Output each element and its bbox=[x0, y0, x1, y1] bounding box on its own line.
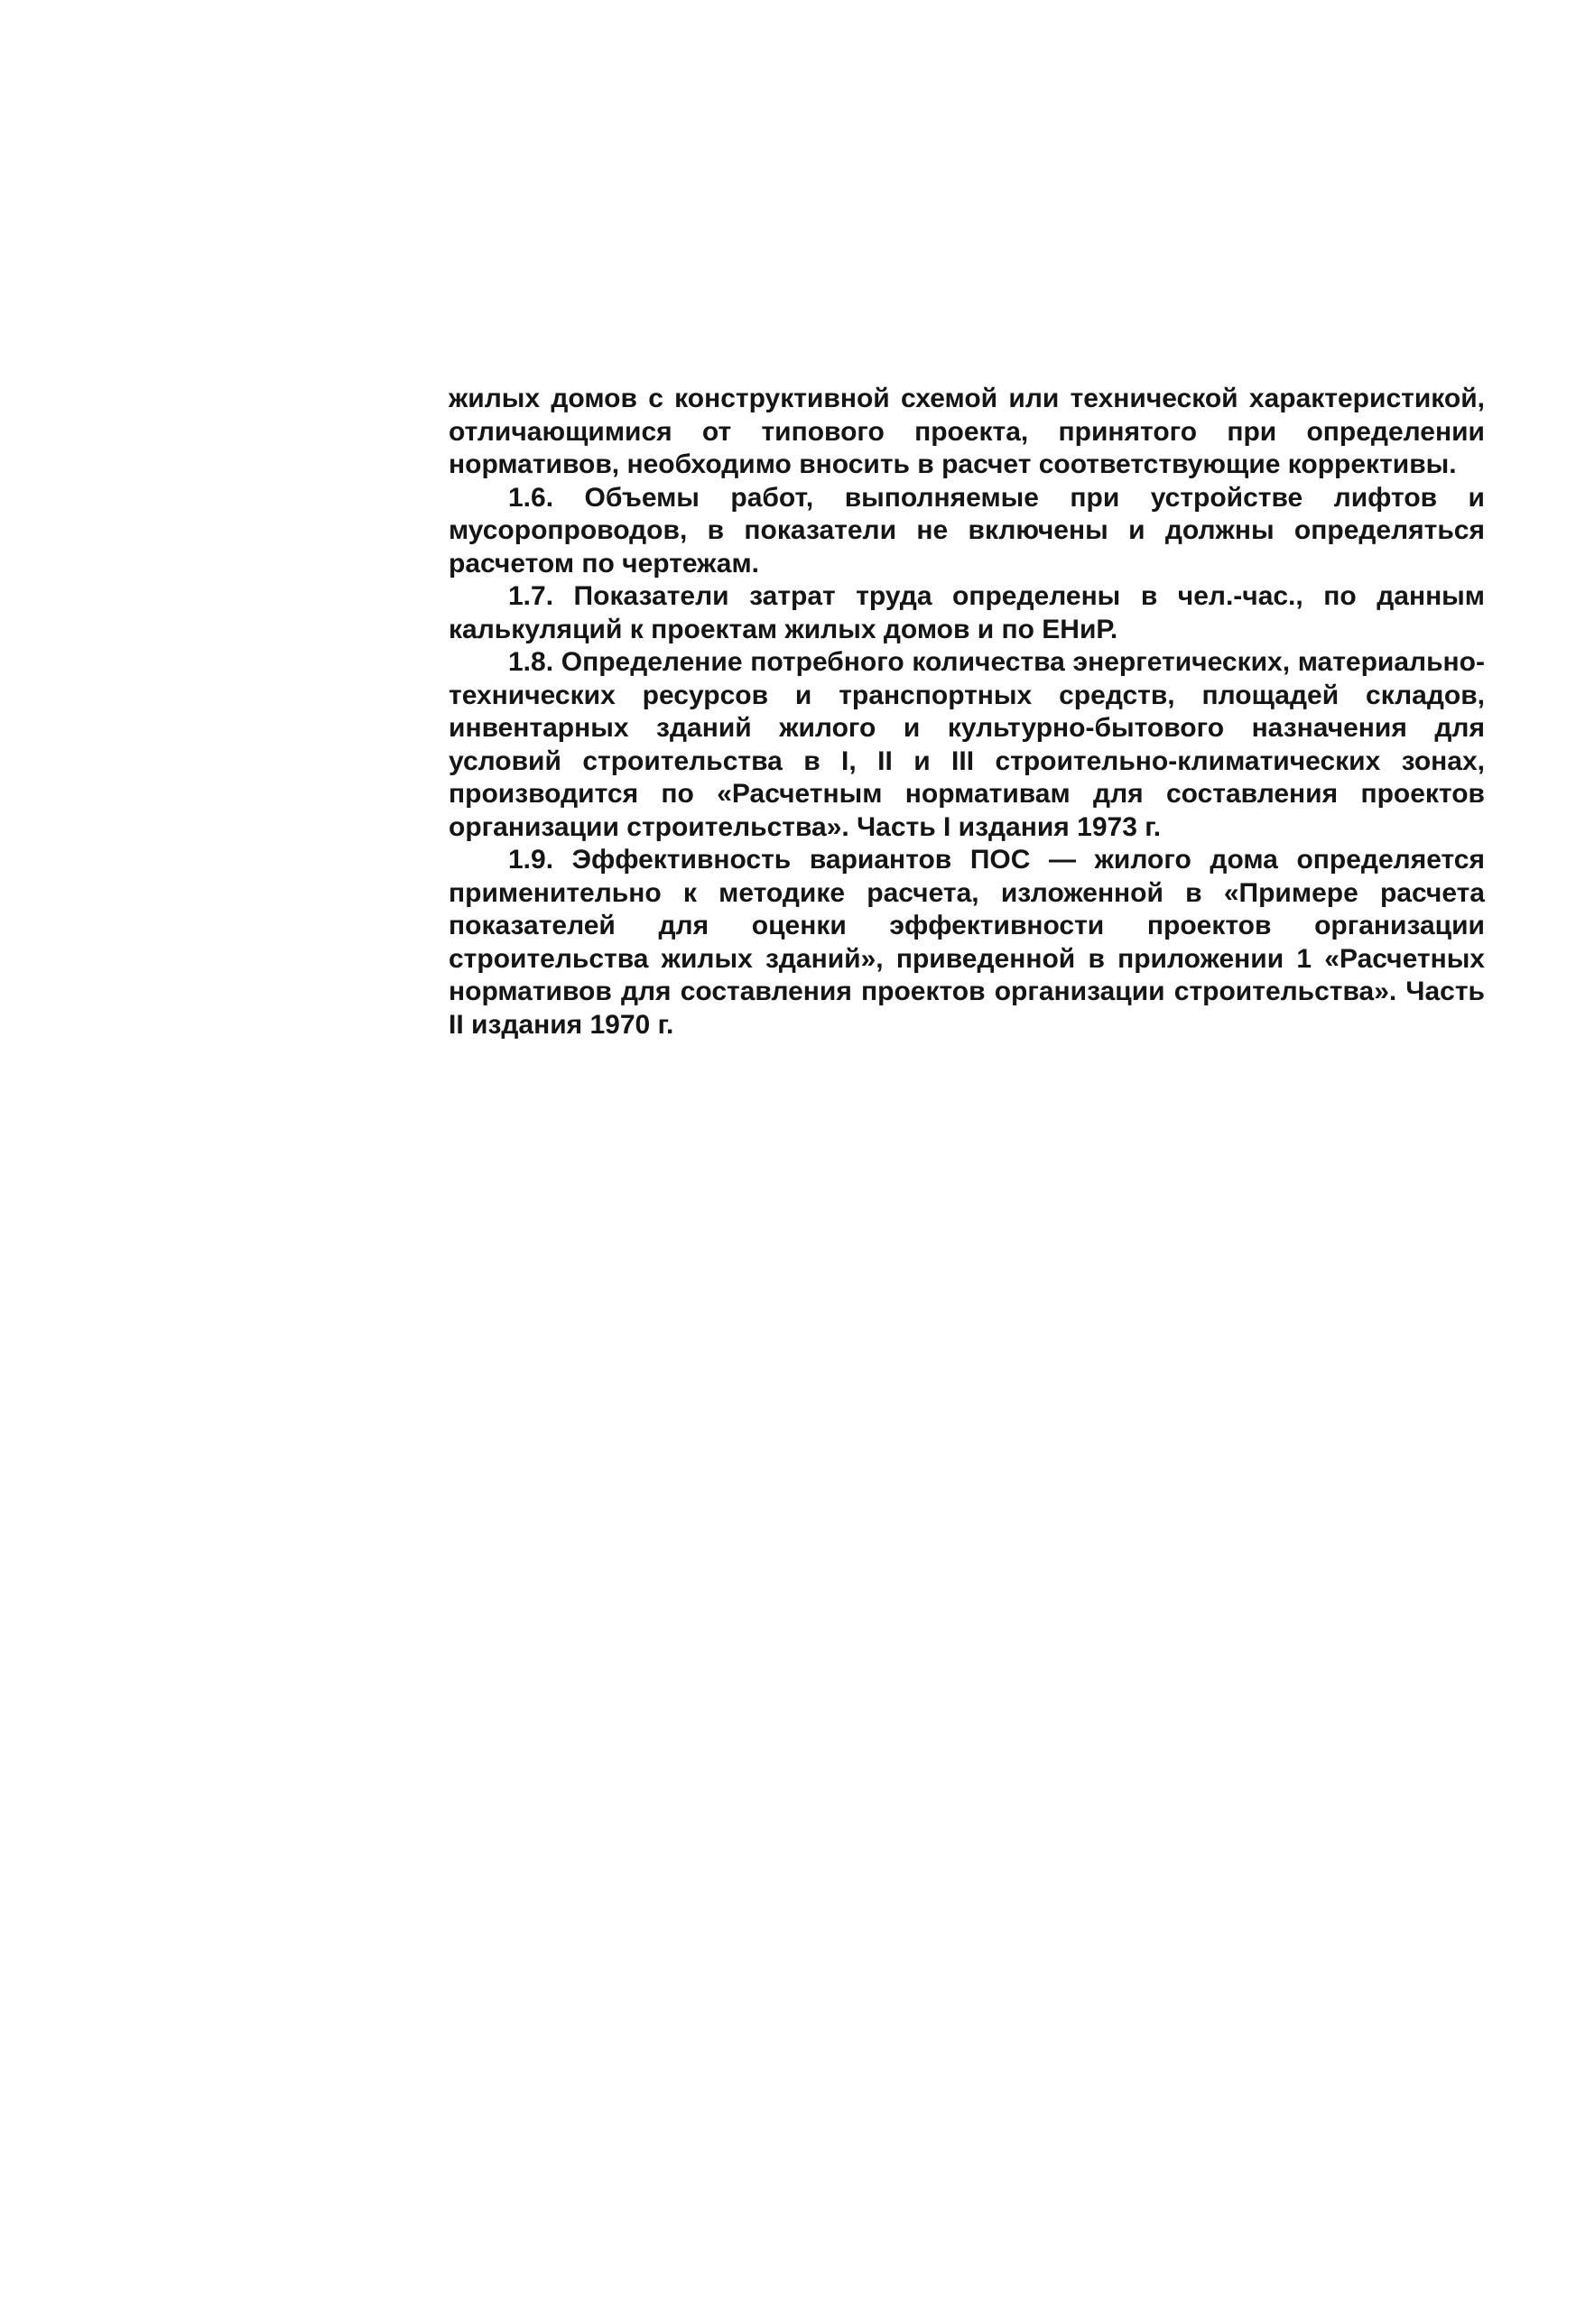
paragraph-1-7: 1.7. Показатели затрат труда определены в чел.-час., по данным калькуляций к проектам жилых домов и по ЕНиР. bbox=[449, 581, 1485, 644]
paragraph-1-8: 1.8. Определение потребного количества энергетических, материально-технических ресурсов и транспортных средств, площадей складов, инвентарных зданий жилого и культурно-бытового назначения для условий строительства в I, II и III строительно-климатических зонах, производится по «Расчетным нормативам для составления проектов организации строительства». Часть I издания 1973 г. bbox=[449, 647, 1485, 842]
paragraph-1-6: 1.6. Объемы работ, выполняемые при устройстве лифтов и мусоропроводов, в показатели не включены и должны определяться расчетом по чертежам. bbox=[449, 482, 1485, 579]
paragraph-1-9: 1.9. Эффективность вариантов ПОС — жилого дома определяется применительно к методике расчета, изложенной в «Примере расчета показателей для оценки эффективности проектов организации строительства жилых зданий», приведенной в приложении 1 «Расчетных нормативов для составления проектов организации строительства». Часть II издания 1970 г. bbox=[449, 845, 1485, 1040]
text-body bbox=[449, 383, 1485, 1042]
paragraph-continuation: жилых домов с конструктивной схемой или технической характеристикой, отличающимися от типового проекта, принятого при определении нормативов, необходимо вносить в расчет соответствующие коррективы. bbox=[449, 384, 1485, 479]
